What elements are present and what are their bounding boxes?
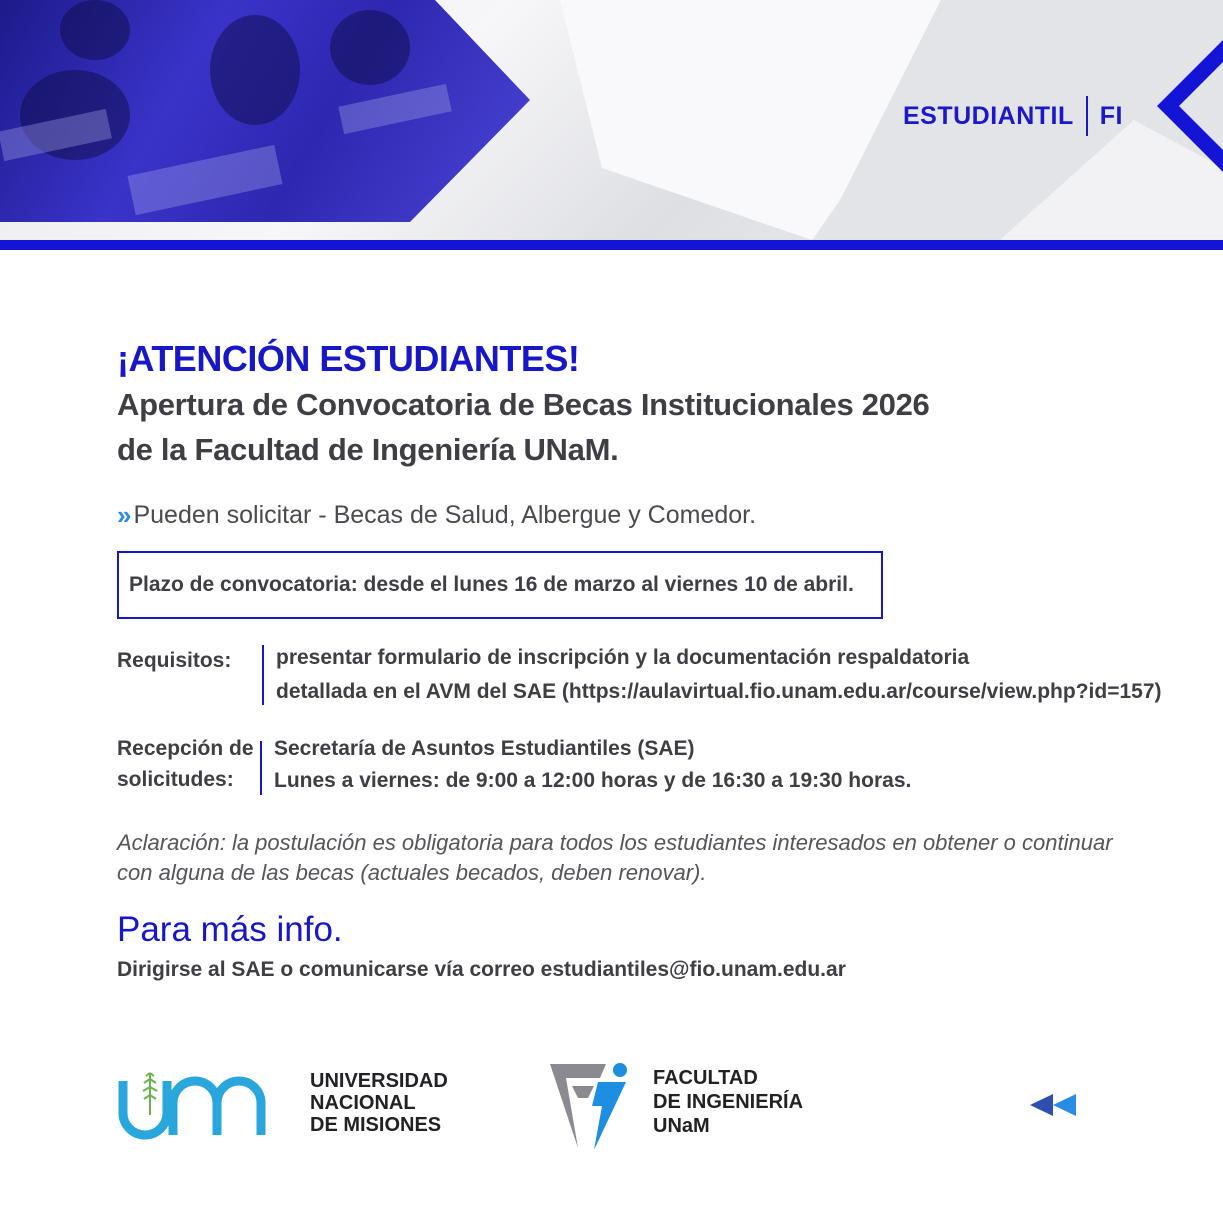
- header-banner: [0, 0, 1223, 240]
- bullet-text: Pueden solicitar - Becas de Salud, Albergue y Comedor.: [133, 501, 757, 529]
- requirements-divider: [262, 645, 264, 705]
- deadline-text: Plazo de convocatoria: desde el lunes 16 de marzo al viernes 10 de abril.: [129, 573, 854, 596]
- photo-desk: [127, 145, 282, 215]
- reception-line1: Secretaría de Asuntos Estudiantiles (SAE): [274, 737, 695, 760]
- reception-divider: [260, 741, 262, 795]
- main-heading: [117, 338, 1197, 470]
- subheadline-line1: Apertura de Convocatoria de Becas Institucionales 2026: [117, 387, 930, 422]
- reception-label-line2: solicitudes:: [117, 768, 234, 791]
- subheadline-line2: de la Facultad de Ingeniería UNaM.: [117, 432, 619, 467]
- clarification-note: [117, 828, 1157, 888]
- info-text: Dirigirse al SAE o comunicarse vía correo estudiantiles@fio.unam.edu.ar: [117, 958, 846, 981]
- unam-logo-text: [310, 1070, 448, 1136]
- deadline-box: [117, 551, 883, 619]
- reception-line2: Lunes a viernes: de 9:00 a 12:00 horas y de 16:30 a 19:30 horas.: [274, 769, 912, 792]
- tag-estudiantil: ESTUDIANTIL: [903, 101, 1074, 130]
- reception-values: [274, 733, 911, 797]
- note-line2: con alguna de las becas (actuales becados, deben renovar).: [117, 860, 707, 885]
- unam-line1: UNIVERSIDAD: [310, 1070, 448, 1092]
- fi-logo-text: [653, 1066, 803, 1138]
- fi-line3: UNaM: [653, 1115, 710, 1137]
- photo-figure: [330, 10, 410, 85]
- header-stripe: [0, 240, 1223, 250]
- requirements-row: [117, 641, 1162, 709]
- photo-figure: [60, 0, 130, 60]
- chevron-left-icon: [1157, 40, 1223, 172]
- requirements-values: [276, 641, 1162, 709]
- tag-fi: FI: [1099, 101, 1123, 130]
- fi-line1: FACULTAD: [653, 1067, 758, 1089]
- rewind-icon: [1030, 1094, 1076, 1116]
- bullet-item: [117, 500, 756, 531]
- fi-line2: DE INGENIERÍA: [653, 1091, 804, 1113]
- reception-label: [117, 733, 260, 797]
- requirements-line1: presentar formulario de inscripción y la documentación respaldatoria: [276, 646, 970, 669]
- note-line1: Aclaración: la postulación es obligatoria para todos los estudiantes interesados en obtener o continuar: [117, 830, 1113, 855]
- double-chevron-right-icon: »: [117, 500, 126, 530]
- photo-desk: [338, 84, 451, 134]
- students-photo: [0, 0, 530, 222]
- section-tag: [903, 96, 1123, 136]
- tag-separator: [1086, 96, 1088, 136]
- requirements-line2: detallada en el AVM del SAE (https://aulavirtual.fio.unam.edu.ar/course/view.php?id=157): [276, 680, 1162, 703]
- requirements-label: Requisitos:: [117, 649, 232, 672]
- unam-logo: [117, 1065, 282, 1140]
- reception-row: [117, 733, 911, 797]
- unam-line2: NACIONAL: [310, 1092, 416, 1114]
- photo-figure: [210, 15, 300, 125]
- info-title: Para más info.: [117, 910, 343, 949]
- unam-line3: DE MISIONES: [310, 1114, 442, 1136]
- reception-label-line1: Recepción de: [117, 737, 254, 760]
- headline: ¡ATENCIÓN ESTUDIANTES!: [117, 338, 580, 379]
- fi-logo: [548, 1060, 630, 1152]
